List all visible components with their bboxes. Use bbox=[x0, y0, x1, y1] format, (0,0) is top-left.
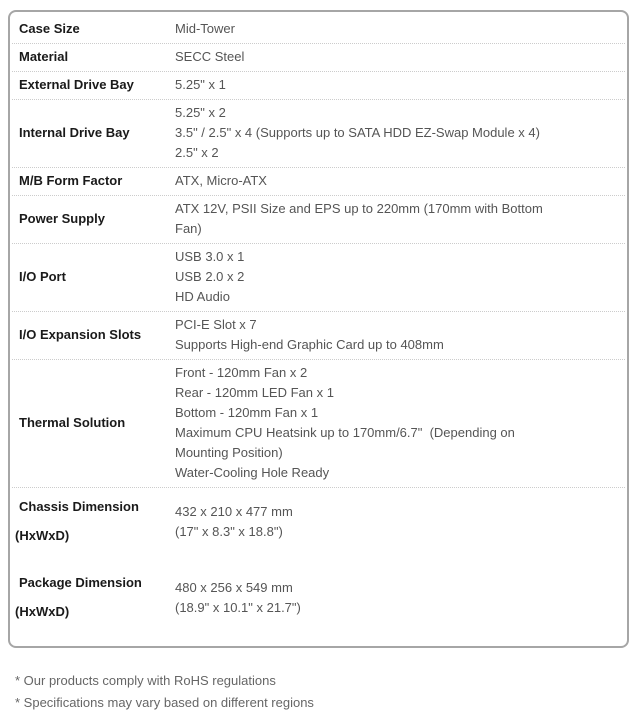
spec-label: I/O Expansion Slots bbox=[19, 327, 142, 342]
spec-value-line: Supports High-end Graphic Card up to 408mm bbox=[175, 337, 444, 352]
spec-row-chassis-dimension bbox=[12, 488, 625, 550]
spec-label: Case Size bbox=[19, 21, 80, 36]
spec-label-line: Chassis Dimension bbox=[19, 499, 139, 514]
spec-value-line: 480 x 256 x 549 mm bbox=[175, 580, 293, 595]
spec-value-line: 2.5" x 2 bbox=[175, 145, 219, 160]
spec-value-line: ATX 12V, PSII Size and EPS up to 220mm (170mm with Bottom bbox=[175, 201, 543, 216]
spec-row-internal-drive-bay bbox=[12, 100, 625, 168]
spec-value-line: PCI-E Slot x 7 bbox=[175, 317, 257, 332]
spec-label bbox=[12, 572, 175, 622]
spec-row-io-expansion-slots bbox=[12, 312, 625, 360]
spec-label-line: (HxWxD) bbox=[15, 604, 70, 619]
spec-label bbox=[12, 496, 175, 546]
spec-row-mb-form-factor bbox=[12, 168, 625, 196]
spec-value-line: HD Audio bbox=[175, 289, 230, 304]
spec-value-line: 432 x 210 x 477 mm bbox=[175, 504, 293, 519]
spec-row-thermal-solution bbox=[12, 360, 625, 488]
spec-value-line: USB 2.0 x 2 bbox=[175, 269, 245, 284]
footnote-rohs: * Our products comply with RoHS regulations bbox=[15, 673, 276, 688]
spec-value bbox=[175, 496, 293, 542]
spec-value bbox=[175, 572, 301, 618]
spec-label: External Drive Bay bbox=[19, 77, 134, 92]
spec-label: M/B Form Factor bbox=[19, 173, 123, 188]
spec-value-line: USB 3.0 x 1 bbox=[175, 249, 245, 264]
spec-table bbox=[8, 10, 629, 648]
spec-value-line: 5.25" x 2 bbox=[175, 105, 226, 120]
spec-label: Material bbox=[19, 49, 69, 64]
spec-value bbox=[175, 75, 226, 95]
spec-row-io-port bbox=[12, 244, 625, 312]
spec-value bbox=[175, 363, 515, 483]
spec-value-line: Bottom - 120mm Fan x 1 bbox=[175, 405, 319, 420]
spec-label: Internal Drive Bay bbox=[19, 125, 130, 140]
spec-value bbox=[175, 19, 235, 39]
spec-value bbox=[175, 315, 444, 355]
spec-row-package-dimension bbox=[12, 564, 625, 626]
spec-row-external-drive-bay bbox=[12, 72, 625, 100]
footnotes bbox=[15, 670, 638, 714]
spec-value-line: SECC Steel bbox=[175, 49, 245, 64]
spec-label: Power Supply bbox=[19, 211, 105, 226]
spec-value-line: ATX, Micro-ATX bbox=[175, 173, 267, 188]
spec-value-line: Fan) bbox=[175, 221, 202, 236]
spec-row-material bbox=[12, 44, 625, 72]
spec-value-line: Mid-Tower bbox=[175, 21, 235, 36]
spec-value-line: Water-Cooling Hole Ready bbox=[175, 465, 330, 480]
spec-value-line: Maximum CPU Heatsink up to 170mm/6.7" (Depending on bbox=[175, 425, 515, 440]
spec-value-line: Mounting Position) bbox=[175, 445, 283, 460]
spec-value bbox=[175, 103, 540, 163]
spec-label-line: Package Dimension bbox=[19, 575, 142, 590]
spec-value-line: (17" x 8.3" x 18.8") bbox=[175, 524, 283, 539]
spec-value-line: Rear - 120mm LED Fan x 1 bbox=[175, 385, 334, 400]
spec-row-power-supply bbox=[12, 196, 625, 244]
footnote-regions: * Specifications may vary based on different regions bbox=[15, 695, 314, 710]
spec-value-line: 5.25" x 1 bbox=[175, 77, 226, 92]
spec-value bbox=[175, 171, 267, 191]
spec-value-line: (18.9" x 10.1" x 21.7") bbox=[175, 600, 301, 615]
spec-value-line: 3.5" / 2.5" x 4 (Supports up to SATA HDD EZ-Swap Module x 4) bbox=[175, 125, 540, 140]
spec-value bbox=[175, 47, 244, 67]
spec-value bbox=[175, 247, 244, 307]
spec-value-line: Front - 120mm Fan x 2 bbox=[175, 365, 308, 380]
spec-value bbox=[175, 199, 543, 239]
spec-label-line: (HxWxD) bbox=[15, 528, 70, 543]
spec-label: Thermal Solution bbox=[19, 415, 126, 430]
spec-row-case-size bbox=[12, 16, 625, 44]
spec-label: I/O Port bbox=[19, 269, 66, 284]
